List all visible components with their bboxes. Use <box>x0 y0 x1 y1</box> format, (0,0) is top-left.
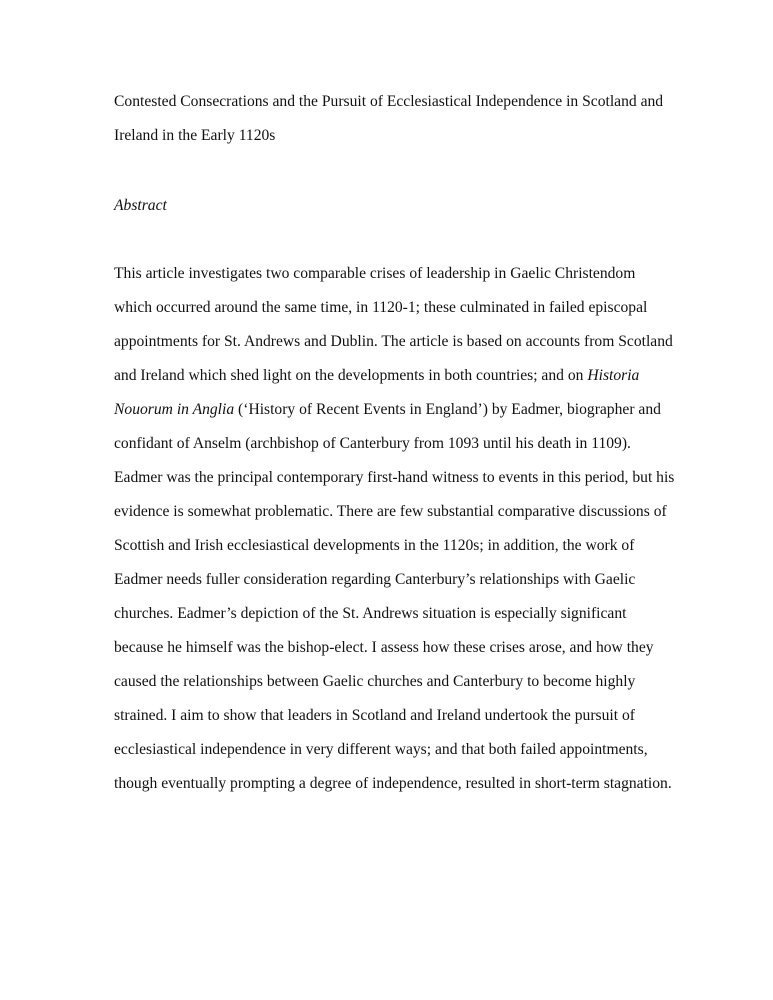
abstract-text: and Ireland which shed light on the developments in both countries; and on <box>114 367 588 384</box>
abstract-line: caused the relationships between Gaelic churches and Canterbury to become highly <box>114 673 636 690</box>
abstract-line: Eadmer needs fuller consideration regarding Canterbury’s relationships with Gaelic <box>114 571 636 588</box>
title-line-2: Ireland in the Early 1120s <box>114 127 276 144</box>
abstract-heading: Abstract <box>114 197 167 214</box>
title-line-1: Contested Consecrations and the Pursuit of Ecclesiastical Independence in Scotland and <box>114 93 664 110</box>
abstract-line: Scottish and Irish ecclesiastical developments in the 1120s; in addition, the work of <box>114 537 635 554</box>
abstract-line: evidence is somewhat problematic. There are few substantial comparative discussions of <box>114 503 667 520</box>
abstract-line: strained. I aim to show that leaders in Scotland and Ireland undertook the pursuit of <box>114 707 635 724</box>
abstract-line: because he himself was the bishop-elect. I assess how these crises arose, and how they <box>114 639 654 656</box>
abstract-line: though eventually prompting a degree of independence, resulted in short-term stagnation. <box>114 775 672 792</box>
abstract-line: confidant of Anselm (archbishop of Canterbury from 1093 until his death in 1109). <box>114 435 631 452</box>
abstract-line: ecclesiastical independence in very different ways; and that both failed appointments, <box>114 741 648 758</box>
abstract-line <box>114 366 639 386</box>
abstract-italic-title: Nouorum in Anglia <box>114 401 235 418</box>
abstract-line: which occurred around the same time, in 1120-1; these culminated in failed episcopal <box>114 299 648 316</box>
abstract-line: Eadmer was the principal contemporary first-hand witness to events in this period, but his <box>114 469 675 486</box>
abstract-line <box>114 400 661 420</box>
abstract-italic-title: Historia <box>587 367 640 384</box>
abstract-text: (‘History of Recent Events in England’) by Eadmer, biographer and <box>234 401 661 418</box>
abstract-line: This article investigates two comparable crises of leadership in Gaelic Christendom <box>114 265 636 282</box>
abstract-line: churches. Eadmer’s depiction of the St. Andrews situation is especially significant <box>114 605 627 622</box>
abstract-line: appointments for St. Andrews and Dublin. The article is based on accounts from Scotland <box>114 333 673 350</box>
